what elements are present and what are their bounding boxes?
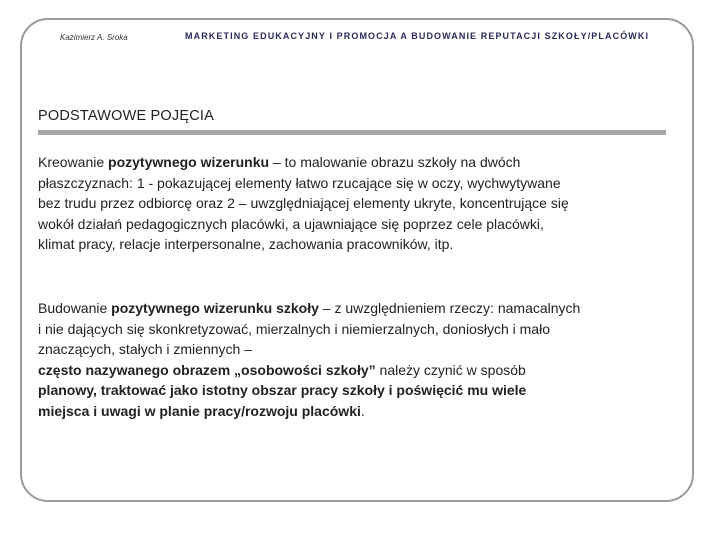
paragraph-line <box>38 298 663 319</box>
paragraph-line: i nie dających się skonkretyzować, mierzalnych i niemierzalnych, doniosłych i mało <box>38 320 550 337</box>
paragraph-wizerunek-szkoly <box>38 298 663 421</box>
paragraph-text: – z uwzględnieniem rzeczy: namacalnych <box>318 300 581 316</box>
paragraph-text: Budowanie <box>38 300 112 316</box>
paragraph-text: należy czynić w sposób <box>375 361 526 378</box>
author-name: Kazimierz A. Sroka <box>60 33 128 42</box>
paragraph-emphasis-line: planowy, traktować jako istotny obszar pracy szkoły i poświęcić mu wiele <box>38 382 527 398</box>
paragraph-emphasis: miejsca i uwagi w planie pracy/rozwoju placówki <box>38 402 361 419</box>
paragraph-wizerunek <box>38 152 663 255</box>
heading-divider <box>38 130 666 135</box>
paragraph-line <box>38 152 663 173</box>
section-heading: PODSTAWOWE POJĘCIA <box>38 108 214 124</box>
paragraph-term: pozytywnego wizerunku <box>108 154 270 170</box>
paragraph-text: . <box>360 402 365 419</box>
paragraph-line: płaszczyznach: 1 - pokazującej elementy łatwo rzucające się w oczy, wychwytywane <box>38 174 561 191</box>
paragraph-text: – to malowanie obrazu szkoły na dwóch <box>269 154 521 170</box>
slide-frame <box>20 18 694 502</box>
paragraph-text: Kreowanie <box>38 154 109 170</box>
paragraph-line: bez trudu przez odbiorcę oraz 2 – uwzględniającej elementy ukryte, koncentrujące się <box>38 195 569 211</box>
paragraph-line: wokół działań pedagogicznych placówki, a ujawniające się poprzez cele placówki, <box>38 215 544 232</box>
paragraph-line <box>38 401 663 422</box>
paragraph-term: pozytywnego wizerunku szkoły <box>111 300 319 316</box>
paragraph-line <box>38 360 663 381</box>
header-title: MARKETING EDUKACYJNY I PROMOCJA A BUDOWANIE REPUTACJI SZKOŁY/PLACÓWKI <box>185 31 650 41</box>
paragraph-line: znaczących, stałych i zmiennych – <box>38 341 252 357</box>
paragraph-emphasis: często nazywanego obrazem „osobowości szkoły” <box>38 361 376 378</box>
paragraph-line: klimat pracy, relacje interpersonalne, zachowania pracowników, itp. <box>38 236 454 252</box>
